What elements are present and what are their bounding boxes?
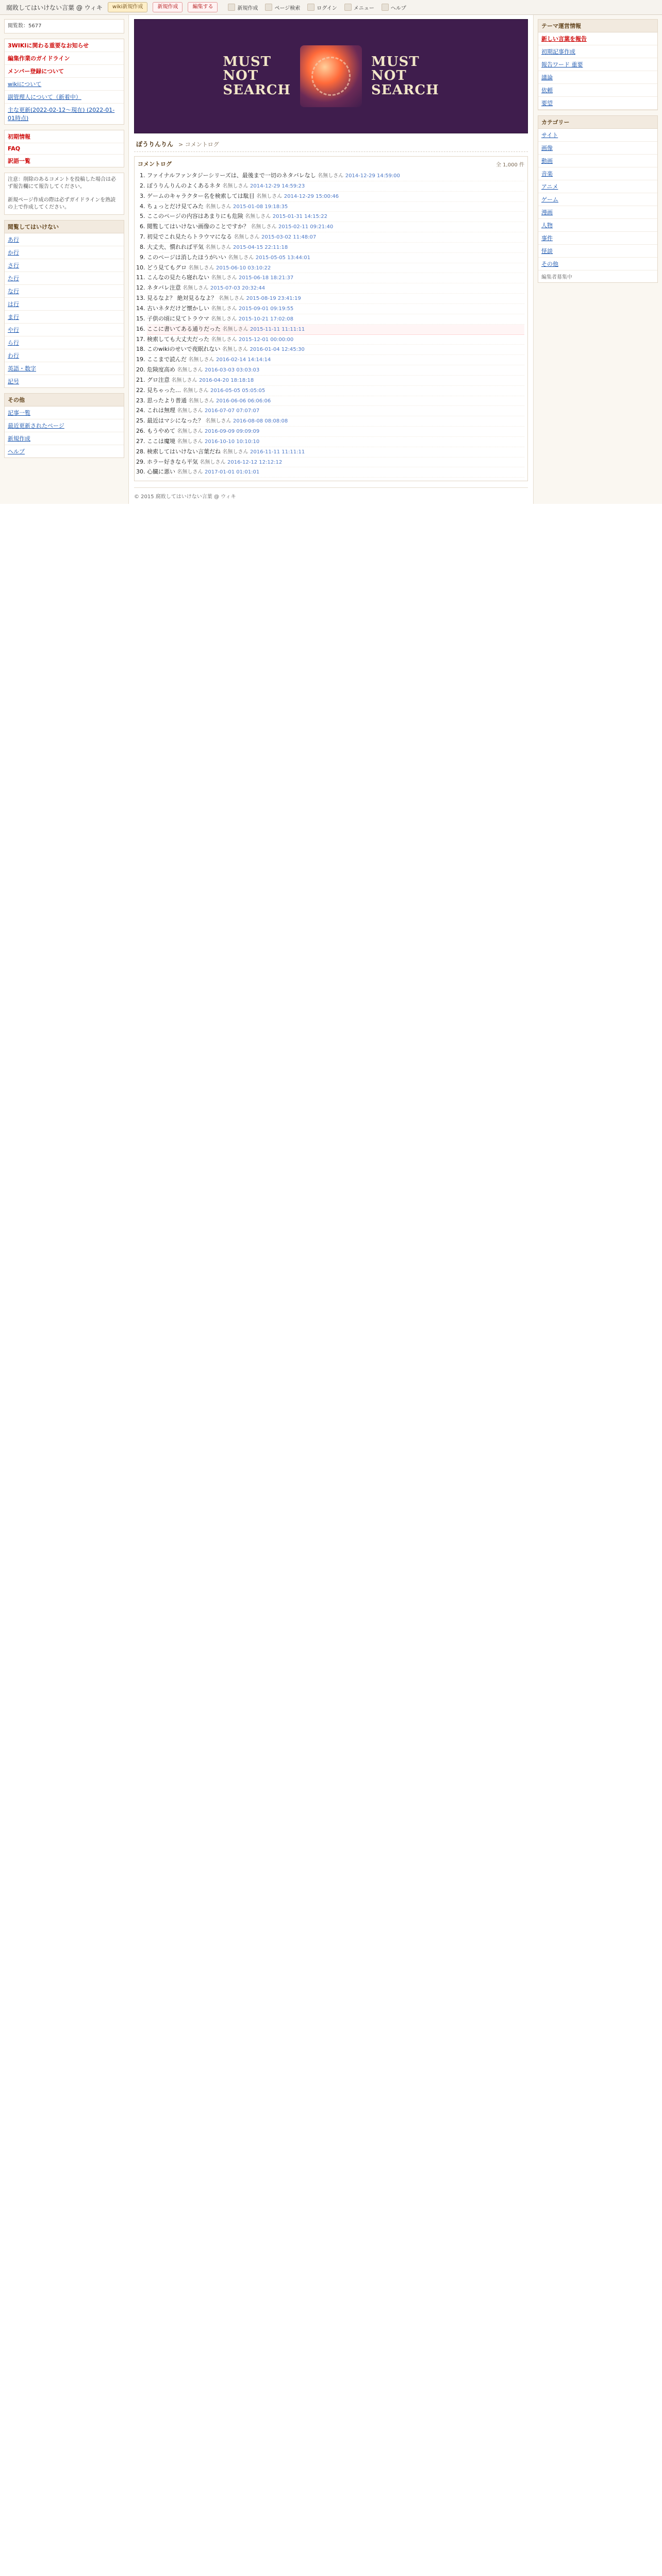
left-note-2: 新規ページ作成の際は必ずガイドラインを熟読の上で作成してください。 <box>8 197 116 210</box>
left-menu-item-5[interactable]: な行 <box>5 285 124 298</box>
top-links <box>228 4 406 11</box>
comment-item: 4. ちょっとだけ見てみた 名無しさん 2015-01-08 19:18:35 <box>147 202 524 212</box>
comment-item: 17. 検索しても大丈夫だった 名無しさん 2015-12-01 00:00:00 <box>147 335 524 345</box>
left-menu-box <box>4 220 124 388</box>
comment-item: 23. 思ったより普通 名無しさん 2016-06-06 06:06:06 <box>147 396 524 406</box>
comment-item: 10. どう見てもグロ 名無しさん 2015-06-10 03:10:22 <box>147 263 524 274</box>
comment-item: 2. ぽうりんりんのよくあるネタ 名無しさん 2014-12-29 14:59:23 <box>147 181 524 192</box>
right-mini-note: 編集者募集中 <box>541 275 572 280</box>
left-extra-item-2[interactable]: 最近更新されたページ <box>5 419 124 432</box>
right-category-9[interactable]: 事件 <box>538 232 657 245</box>
left-menu-item-10[interactable]: わ行 <box>5 349 124 362</box>
site-title: 腐敗してはいけない言葉 @ ウィキ <box>6 4 103 11</box>
left-menu-item-12[interactable]: 記号 <box>8 378 19 385</box>
comment-title: コメントログ <box>138 161 172 167</box>
right-important-4[interactable]: 議論 <box>538 71 657 84</box>
comment-item: 6. 閲覧してはいけない画像のことですか？ 名無しさん 2015-02-11 09:21:40 <box>147 222 524 232</box>
right-important-5[interactable]: 依頼 <box>538 84 657 97</box>
comment-item: 28. 検索してはいけない言葉だね 名無しさん 2016-11-11 11:11:11 <box>147 447 524 457</box>
comment-item: 26. もうやめて 名無しさん 2016-09-09 09:09:09 <box>147 427 524 437</box>
right-box-1 <box>538 19 658 110</box>
left-menu-title: 閲覧してはいけない <box>5 221 124 233</box>
left-link-1[interactable]: 初期情報 <box>5 130 124 143</box>
top-link-help[interactable]: ヘルプ <box>382 4 406 11</box>
important-link-5[interactable]: 副管理人について（新着中） <box>5 91 124 104</box>
important-link-4[interactable]: wikiについて <box>5 78 124 91</box>
left-menu-item-4[interactable]: た行 <box>5 272 124 285</box>
comment-item: 3. ゲームのキャラクター名を検索しては駄目 名無しさん 2014-12-29 15:00:46 <box>147 192 524 202</box>
right-box-2 <box>538 115 658 283</box>
user-icon <box>307 4 315 11</box>
comment-item: 12. ネタバレ注意 名無しさん 2015-07-03 20:32:44 <box>147 283 524 294</box>
comment-item: 27. ここは魔境 名無しさん 2016-10-10 10:10:10 <box>147 437 524 447</box>
right-category-5[interactable]: アニメ <box>538 180 657 193</box>
important-links-box <box>4 39 124 125</box>
view-count: 閲覧数：5677 <box>8 23 42 29</box>
left-menu-item-9[interactable]: ら行 <box>5 336 124 349</box>
comment-item: 22. 見ちゃった… 名無しさん 2016-05-05 05:05:05 <box>147 386 524 396</box>
comment-item: 5. ここのページの内容はあまりにも危険 名無しさん 2015-01-31 14:15:22 <box>147 212 524 222</box>
comment-item: 14. 古いネタだけど懐かしい 名無しさん 2015-09-01 09:19:55 <box>147 304 524 314</box>
comment-list <box>138 171 524 478</box>
page-subtitle: > コメントログ <box>178 141 219 148</box>
comment-item: 7. 初見でこれ見たらトラウマになる 名無しさん 2015-03-02 11:48:07 <box>147 232 524 243</box>
left-menu-item-3[interactable]: さ行 <box>5 259 124 272</box>
comment-item: 29. ホラー好きなら平気 名無しさん 2016-12-12 12:12:12 <box>147 457 524 468</box>
left-menu-item-8[interactable]: や行 <box>5 324 124 336</box>
new-page-button[interactable]: 新規作成 <box>153 2 183 12</box>
right-title-2: カテゴリー <box>538 116 657 129</box>
banner-text-left: MUST NOT SEARCH <box>223 54 291 98</box>
comment-item: 24. これは無理 名無しさん 2016-07-07 07:07:07 <box>147 406 524 416</box>
left-menu-item-1[interactable]: あ行 <box>5 233 124 246</box>
left-menu-item-11[interactable]: 英語・数字 <box>5 362 124 375</box>
right-category-4[interactable]: 音楽 <box>538 167 657 180</box>
left-meta-box <box>4 19 124 33</box>
left-extra-item-1[interactable]: 記事一覧 <box>5 406 124 419</box>
top-link-new[interactable]: 新規作成 <box>228 4 258 11</box>
right-category-2[interactable]: 画像 <box>538 142 657 155</box>
banner-text-right: MUST NOT SEARCH <box>371 54 439 98</box>
left-note-1: 注意：削除のあるコメントを投稿した場合は必ず報告欄にて報告してください。 <box>8 177 116 190</box>
comment-item: 8. 大丈夫、慣れれば平気 名無しさん 2015-04-15 22:11:18 <box>147 243 524 253</box>
page-layout <box>0 15 662 504</box>
comment-item: 1. ファイナルファンタジーシリーズは、最後まで一切のネタバレなし 名無しさん 2014-12-29 14:59:00 <box>147 171 524 181</box>
comment-item: 9. このページは消したほうがいい 名無しさん 2015-05-05 13:44:01 <box>147 253 524 263</box>
right-category-8[interactable]: 人物 <box>538 219 657 232</box>
comment-count: 全 1,000 件 <box>496 162 524 168</box>
left-sidebar <box>0 15 129 504</box>
top-link-search[interactable]: ページ検索 <box>265 4 300 11</box>
comment-item: 13. 見るなよ？ 絶対見るなよ？ 名無しさん 2015-08-19 23:41:19 <box>147 294 524 304</box>
comment-item: 18. このwikiのせいで夜眠れない 名無しさん 2016-01-04 12:45:30 <box>147 345 524 355</box>
left-link-2[interactable]: FAQ <box>5 143 124 155</box>
left-menu-item-7[interactable]: ま行 <box>5 311 124 324</box>
comment-header <box>138 160 524 168</box>
main-content <box>129 15 533 504</box>
important-link-2[interactable]: 編集作業のガイドライン <box>5 52 124 65</box>
help-icon <box>382 4 389 11</box>
square-icon <box>228 4 235 11</box>
right-category-7[interactable]: 漫画 <box>538 206 657 219</box>
right-category-6[interactable]: ゲーム <box>538 193 657 206</box>
comment-item: 16. ここに書いてある通りだった 名無しさん 2015-11-11 11:11:11 <box>147 325 524 335</box>
right-category-10[interactable]: 怪談 <box>538 245 657 258</box>
right-important-3[interactable]: 報告ワード 重要 <box>538 58 657 71</box>
menu-icon <box>344 4 352 11</box>
left-link-3[interactable]: 訳語一覧 <box>8 158 30 164</box>
left-extra-item-4[interactable]: ヘルプ <box>8 448 25 455</box>
topbar <box>0 0 662 15</box>
page-heading <box>134 137 528 152</box>
banner <box>134 19 528 133</box>
left-menu-item-2[interactable]: か行 <box>5 246 124 259</box>
comment-log <box>134 156 528 481</box>
left-extra-box <box>4 393 124 458</box>
right-important-2[interactable]: 初期記事作成 <box>538 45 657 58</box>
comment-item: 30. 心臓に悪い 名無しさん 2017-01-01 01:01:01 <box>147 467 524 478</box>
right-title-1: テーマ運営情報 <box>538 20 657 32</box>
important-link-1[interactable]: 3WIKIに関わる重要なお知らせ <box>5 39 124 52</box>
comment-item: 11. こんなの見たら寝れない 名無しさん 2015-06-18 18:21:37 <box>147 273 524 283</box>
comment-item: 25. 最近はマシになった？ 名無しさん 2016-08-08 08:08:08 <box>147 416 524 427</box>
left-menu-item-6[interactable]: は行 <box>5 298 124 311</box>
search-icon <box>265 4 272 11</box>
page-title: ぽうりんりん <box>136 141 174 148</box>
comment-item: 15. 子供の頃に見てトラウマ 名無しさん 2015-10-21 17:02:08 <box>147 314 524 325</box>
left-extra-item-3[interactable]: 新規作成 <box>5 432 124 445</box>
right-important-6[interactable]: 要望 <box>538 97 657 110</box>
wiki-create-button[interactable]: wiki新規作成 <box>108 2 148 12</box>
right-sidebar <box>533 15 662 504</box>
top-link-login[interactable]: ログイン <box>307 4 337 11</box>
banner-ornament-icon <box>300 45 362 107</box>
comment-item: 20. 危険度高め 名無しさん 2016-03-03 03:03:03 <box>147 365 524 376</box>
comment-item: 21. グロ注意 名無しさん 2016-04-20 18:18:18 <box>147 376 524 386</box>
left-extra-title: その他 <box>5 394 124 406</box>
left-note-box <box>4 173 124 215</box>
top-link-menu[interactable]: メニュー <box>344 4 374 11</box>
important-link-3[interactable]: メンバー登録について <box>5 65 124 78</box>
footer: © 2015 腐敗してはいけない言葉 @ ウィキ <box>134 487 528 500</box>
right-category-11[interactable]: その他 <box>538 258 657 270</box>
right-category-1[interactable]: サイト <box>538 129 657 142</box>
right-important-1[interactable]: 新しい言葉を報告 <box>538 32 657 45</box>
right-category-3[interactable]: 動画 <box>538 155 657 167</box>
edit-button[interactable]: 編集する <box>188 2 218 12</box>
comment-item: 19. ここまで読んだ 名無しさん 2016-02-14 14:14:14 <box>147 355 524 365</box>
important-link-6[interactable]: 主な更新(2022-02-12～現在) (2022-01-01時点) <box>8 107 115 122</box>
left-links-box <box>4 130 124 167</box>
